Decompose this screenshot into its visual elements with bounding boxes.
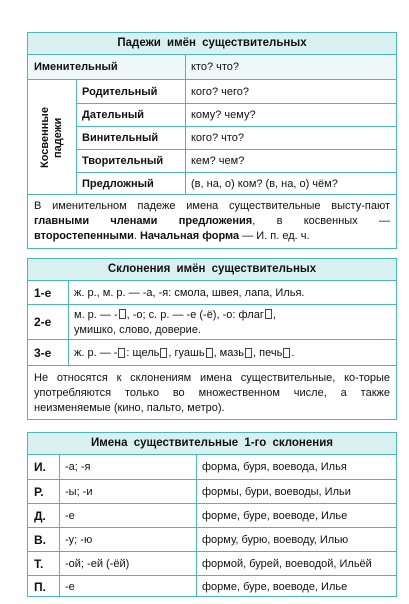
case-row-dative <box>76 103 396 126</box>
case-name: Именительный <box>34 61 118 73</box>
case-example: формой, бурей, воеводой, Ильёй <box>202 557 372 570</box>
case-name: Творительный <box>82 155 164 167</box>
zero-ending-box <box>160 348 167 358</box>
oblique-cases-label <box>30 80 74 195</box>
declensions-title: Склонения имён существительных <box>28 259 396 281</box>
case-name: Винительный <box>82 132 159 144</box>
case-questions: (в, на, о) ком? (в, на, о) чём? <box>191 178 338 190</box>
case-row-instrumental <box>76 149 396 172</box>
case-ending: -ой; -ей (-ёй) <box>65 557 130 570</box>
case-name: Родительный <box>82 85 158 98</box>
declensions-note-text: Не относятся к склонениям имена существительные, ко-торые употребляются только во множественном числе, а также неизменяемые (кино, пальто, метро). <box>34 372 390 414</box>
case-row-accusative <box>76 126 396 149</box>
case-abbr: И. <box>34 460 46 474</box>
declension-text: ж. р. — - : щель , гуашь , мазь , печь . <box>74 346 295 359</box>
case-abbr: В. <box>34 532 46 547</box>
declension-number: 1-е <box>34 285 52 300</box>
zero-ending-box <box>119 309 126 319</box>
cases-title: Падежи имён существительных <box>28 33 396 55</box>
case-row-genitive <box>76 80 396 103</box>
case-row-nominative <box>28 55 396 79</box>
case-abbr: Т. <box>34 556 44 571</box>
case-row-prepositional <box>76 172 396 195</box>
case-abbr: Д. <box>34 508 46 523</box>
zero-ending-box <box>245 348 252 358</box>
declension-row-3 <box>28 339 396 365</box>
first-declension-row <box>28 527 396 551</box>
case-example: форма, буря, воевода, Илья <box>202 461 347 473</box>
declensions-note <box>28 365 396 421</box>
case-questions: кем? чем? <box>191 155 245 167</box>
zero-ending-box <box>265 309 272 319</box>
declension-number: 2-е <box>34 315 52 329</box>
declension-row-2 <box>28 304 396 339</box>
declension-row-1 <box>28 281 396 304</box>
zero-ending-box <box>206 348 213 358</box>
case-ending: -ы; -и <box>65 485 93 498</box>
zero-ending-box <box>118 348 125 358</box>
case-questions: кого? что? <box>191 132 244 144</box>
declension-number: 3-е <box>34 345 52 360</box>
first-declension-row <box>28 455 396 479</box>
case-example: форме, буре, воеводе, Илье <box>202 581 348 593</box>
oblique-cases-group <box>28 79 396 194</box>
first-declension-row <box>28 551 396 575</box>
case-questions: кому? чему? <box>191 109 256 121</box>
first-declension-row <box>28 575 396 598</box>
declensions-table <box>27 258 397 420</box>
case-name: Дательный <box>82 109 145 121</box>
case-name: Предложный <box>82 178 154 190</box>
oblique-label-line1: Косвенные <box>39 107 51 168</box>
cases-note <box>28 194 396 250</box>
case-questions: кого? чего? <box>191 85 249 98</box>
case-ending: -у; -ю <box>65 533 93 546</box>
case-ending: -е <box>65 581 75 593</box>
case-example: форме, буре, воеводе, Илье <box>202 509 348 522</box>
case-example: формы, бури, воеводы, Ильи <box>202 485 351 498</box>
declension-text: м. р. — - , -о; с. р. — -е (-ё), -о: флаг , умишко, слово, доверие. <box>74 309 276 336</box>
first-declension-row <box>28 503 396 527</box>
case-questions: кто? что? <box>191 61 240 73</box>
cases-note-text: В именительном падеже имена существительные высту-пают главными членами предложения, в косвенных — второстепенными. Начальная форма — И. п. ед. ч. <box>34 200 390 242</box>
first-declension-title: Имена существительные 1-го склонения <box>28 433 396 455</box>
case-ending: -а; -я <box>65 461 91 473</box>
oblique-label-line2: падежи <box>52 117 64 158</box>
first-declension-row <box>28 479 396 503</box>
case-abbr: Р. <box>34 484 44 499</box>
case-example: форму, бурю, воеводу, Илью <box>202 533 349 546</box>
case-abbr: П. <box>34 580 46 594</box>
case-ending: -е <box>65 509 75 522</box>
declension-text: ж. р., м. р. — -а, -я: смола, швея, лапа, Илья. <box>74 286 305 299</box>
cases-table <box>27 32 397 249</box>
first-declension-table <box>27 432 397 597</box>
zero-ending-box <box>283 348 290 358</box>
